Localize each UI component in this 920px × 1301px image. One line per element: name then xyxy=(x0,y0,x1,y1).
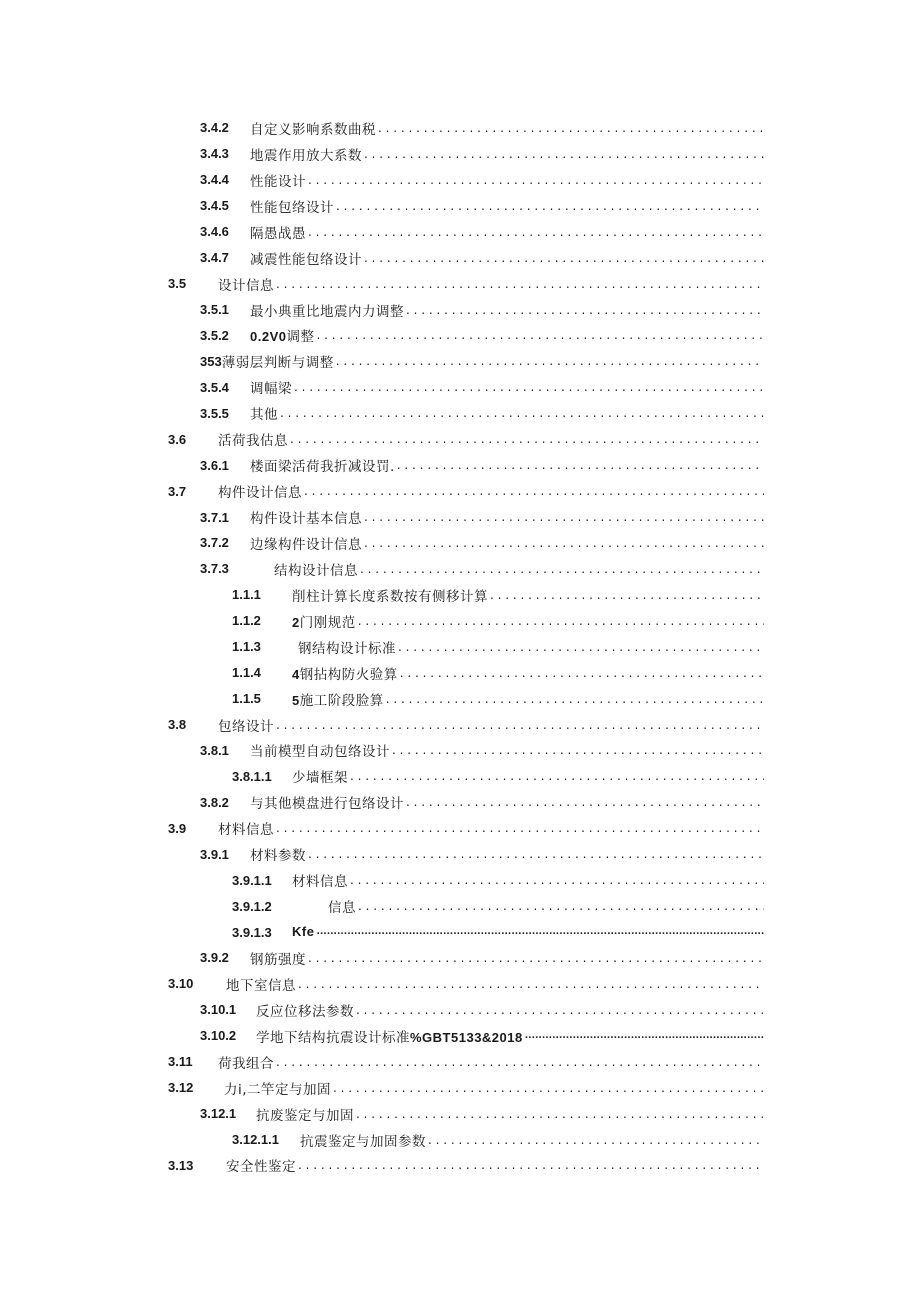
toc-entry-title xyxy=(236,325,314,345)
toc-entry-title xyxy=(222,351,334,371)
toc-dot-leader xyxy=(397,458,764,472)
toc-dot-leader xyxy=(398,640,764,654)
toc-entry-title xyxy=(212,1155,296,1175)
toc-entry-title xyxy=(236,740,390,760)
toc-entry[interactable] xyxy=(0,556,920,582)
toc-entry-title xyxy=(236,144,362,164)
toc-entry[interactable] xyxy=(0,997,920,1023)
toc-entry-title xyxy=(242,1104,354,1124)
toc-entry[interactable] xyxy=(0,945,920,971)
toc-entry[interactable] xyxy=(0,478,920,504)
toc-entry[interactable] xyxy=(0,530,920,556)
toc-entry-title-text: 材料信息 xyxy=(218,822,274,839)
toc-entry-title xyxy=(204,429,288,449)
toc-entry-number: 3.10.2 xyxy=(200,1028,237,1044)
toc-dot-leader xyxy=(350,769,764,783)
toc-dot-leader xyxy=(276,277,764,291)
toc-entry[interactable] xyxy=(0,167,920,193)
toc-entry[interactable] xyxy=(0,660,920,686)
toc-entry-title xyxy=(278,611,356,631)
toc-entry-title xyxy=(236,377,292,397)
toc-entry[interactable] xyxy=(0,400,920,426)
toc-entry-title-text: 调整 xyxy=(286,329,315,346)
toc-entry[interactable] xyxy=(0,348,920,374)
toc-dot-leader xyxy=(294,380,764,394)
toc-entry[interactable] xyxy=(0,919,920,945)
toc-entry-title-text: 减震性能包络设计 xyxy=(250,251,362,268)
toc-dot-leader xyxy=(333,1081,764,1095)
toc-entry[interactable] xyxy=(0,1075,920,1101)
toc-entry-title-text: 构件设计信息 xyxy=(218,485,302,502)
toc-entry-title-prefix: 2 xyxy=(292,614,300,630)
toc-entry-title xyxy=(204,481,302,501)
toc-entry-number: 1.1.4 xyxy=(232,665,261,681)
toc-entry-title-text: 材料信息 xyxy=(292,874,348,891)
toc-entry-title xyxy=(236,844,306,864)
toc-entry-title-text: 安全性鉴定 xyxy=(226,1159,296,1176)
toc-entry-title-text: 活荷我估息 xyxy=(218,433,288,450)
toc-entry-title xyxy=(278,585,488,605)
toc-entry[interactable] xyxy=(0,582,920,608)
toc-entry-number: 3.4.6 xyxy=(200,224,229,240)
toc-entry-number: 3.8.2 xyxy=(200,794,229,810)
toc-entry[interactable] xyxy=(0,219,920,245)
toc-entry-title-prefix: 0.2V0 xyxy=(250,329,287,345)
toc-entry-title-text: 学地下结构抗震设计标准 xyxy=(256,1029,410,1046)
toc-entry-number: 353 xyxy=(200,353,222,369)
toc-entry-title-text: 地下室信息 xyxy=(226,977,296,994)
toc-entry-title-text: 边缘构件设计信息 xyxy=(250,536,362,553)
toc-entry-title-text: 地震作用放大系数 xyxy=(250,147,362,164)
toc-entry-number: 1.1.5 xyxy=(232,691,261,707)
toc-entry[interactable] xyxy=(0,426,920,452)
toc-entry-title xyxy=(278,896,356,916)
toc-entry[interactable] xyxy=(0,789,920,815)
toc-entry[interactable] xyxy=(0,374,920,400)
toc-dot-leader xyxy=(298,977,764,991)
toc-dot-leader xyxy=(356,1107,764,1121)
toc-entry-number: 3.13 xyxy=(168,1157,194,1173)
toc-entry-title xyxy=(236,222,306,242)
toc-entry-title-text: 力i,二竿定与加固 xyxy=(224,1081,332,1098)
toc-dot-leader xyxy=(490,588,764,602)
toc-entry-number: 1.1.3 xyxy=(232,639,261,655)
toc-entry-title xyxy=(204,818,274,838)
toc-entry-number: 3.12.1 xyxy=(200,1106,237,1122)
table-of-contents xyxy=(0,115,920,1178)
toc-entry-title-text: 反应位移法参数 xyxy=(256,1003,354,1020)
toc-entry-number: 3.12.1.1 xyxy=(232,1132,279,1148)
toc-entry-title-text: 构件设计基本信息 xyxy=(250,511,362,528)
toc-entry-title-text: 结构设计信息 xyxy=(274,562,358,579)
toc-entry-number: 3.9.1.2 xyxy=(232,898,272,914)
toc-entry-title xyxy=(204,715,274,735)
toc-entry[interactable] xyxy=(0,1049,920,1075)
toc-entry-number: 1.1.2 xyxy=(232,613,261,629)
toc-entry-number: 3.4.5 xyxy=(200,198,229,214)
toc-entry-title xyxy=(236,559,358,579)
toc-entry-title-prefix: 4 xyxy=(292,666,300,682)
toc-entry-title-text: 门刚规范 xyxy=(299,614,356,631)
toc-dot-leader xyxy=(308,847,764,861)
toc-dot-leader xyxy=(276,821,764,835)
toc-dot-leader xyxy=(316,328,764,342)
toc-dot-leader xyxy=(428,1133,764,1147)
toc-entry-title xyxy=(204,274,274,294)
toc-entry-title-text: 抗废鉴定与加固 xyxy=(256,1107,354,1124)
toc-entry-title-text: 材料参数 xyxy=(250,848,306,865)
toc-entry-number: 3.7.3 xyxy=(200,561,229,577)
toc-entry-number: 3.5.2 xyxy=(200,327,229,343)
toc-entry-number: 3.5.1 xyxy=(200,302,229,318)
toc-dot-leader xyxy=(406,303,764,317)
toc-dot-leader xyxy=(364,536,764,550)
toc-dot-leader xyxy=(336,199,764,213)
toc-entry-title-text: 包络设计 xyxy=(218,718,274,735)
toc-entry-title-text: 信息 xyxy=(328,900,356,917)
toc-dot-leader xyxy=(400,666,764,680)
toc-entry[interactable] xyxy=(0,297,920,323)
toc-entry-title xyxy=(278,637,396,657)
toc-entry-title xyxy=(210,1078,331,1098)
toc-entry[interactable] xyxy=(0,867,920,893)
toc-entry[interactable] xyxy=(0,893,920,919)
toc-entry-title-text: 少墙框架 xyxy=(292,770,348,787)
toc-dot-leader xyxy=(358,899,764,913)
toc-entry[interactable] xyxy=(0,841,920,867)
toc-entry-title-text: 削柱计算长度系数按有侧移计算 xyxy=(292,588,488,605)
toc-entry-title-text: 设计信息 xyxy=(218,277,274,294)
toc-entry-title xyxy=(236,118,376,138)
toc-entry-title-prefix: Kfe xyxy=(292,924,315,940)
toc-entry[interactable] xyxy=(0,634,920,660)
toc-entry-number: 3.9.1 xyxy=(200,846,229,862)
toc-entry-title xyxy=(278,924,314,940)
toc-dot-leader xyxy=(290,432,764,446)
toc-entry-number: 3.9.2 xyxy=(200,950,229,966)
toc-entry-title xyxy=(242,1000,354,1020)
toc-entry[interactable] xyxy=(0,245,920,271)
toc-entry-title-text: 施工阶段脸算 xyxy=(299,692,384,709)
toc-entry-number: 3.9.1.1 xyxy=(232,872,272,888)
toc-entry-title xyxy=(278,870,348,890)
toc-entry-title xyxy=(242,1026,523,1046)
toc-entry-number: 3.5.4 xyxy=(200,379,229,395)
toc-dot-leader xyxy=(364,510,764,524)
toc-entry-number: 3.4.7 xyxy=(200,250,229,266)
toc-entry[interactable] xyxy=(0,1153,920,1179)
toc-dot-leader xyxy=(304,484,764,498)
toc-dot-leader xyxy=(350,873,764,887)
toc-entry-title-text: 隔愚战愚 xyxy=(250,225,306,242)
toc-dot-leader xyxy=(356,1003,764,1017)
toc-dot-leader xyxy=(308,225,764,239)
toc-entry-title xyxy=(236,170,306,190)
toc-dot-leader xyxy=(336,354,764,368)
toc-entry-title xyxy=(236,248,362,268)
toc-entry[interactable] xyxy=(0,271,920,297)
toc-entry-title-text: 薄弱层判断与调整 xyxy=(221,355,334,372)
toc-entry[interactable] xyxy=(0,452,920,478)
toc-entry[interactable] xyxy=(0,738,920,764)
toc-entry-title xyxy=(236,792,404,812)
toc-entry-number: 3.10.1 xyxy=(200,1002,237,1018)
toc-dot-leader xyxy=(298,1158,764,1172)
toc-entry-title-text: 与其他模盘进行包络设计 xyxy=(250,796,404,813)
toc-entry-number: 3.6.1 xyxy=(200,457,229,473)
toc-entry-title-prefix: 5 xyxy=(292,692,300,708)
toc-dot-leader xyxy=(364,147,764,161)
toc-entry-number: 3.4.3 xyxy=(200,146,229,162)
toc-dot-leader xyxy=(525,1031,764,1041)
toc-dot-leader xyxy=(360,562,764,576)
toc-entry-number: 3.9 xyxy=(168,820,187,836)
toc-entry[interactable] xyxy=(0,323,920,349)
toc-dot-leader xyxy=(386,692,764,706)
toc-entry-number: 3.7.2 xyxy=(200,535,229,551)
toc-dot-leader xyxy=(276,718,764,732)
toc-entry-title-text: 性能包络设计 xyxy=(250,199,334,216)
toc-entry-title xyxy=(236,403,278,423)
toc-dot-leader xyxy=(358,614,764,628)
toc-entry-number: 3.8.1.1 xyxy=(232,768,272,784)
toc-entry[interactable] xyxy=(0,971,920,997)
toc-dot-leader xyxy=(276,1055,764,1069)
toc-entry[interactable] xyxy=(0,115,920,141)
toc-entry-number: 3.11 xyxy=(168,1054,193,1070)
toc-dot-leader xyxy=(308,951,764,965)
toc-entry-number: 3.10 xyxy=(168,976,194,992)
toc-entry-title-text: 当前模型自动包络设计 xyxy=(250,744,390,761)
toc-entry-title-text: 荷我组合 xyxy=(218,1055,274,1072)
toc-entry-number: 3.7 xyxy=(168,483,187,499)
toc-entry-number: 3.7.1 xyxy=(200,509,229,525)
toc-entry-number: 3.12 xyxy=(168,1080,194,1096)
toc-entry-number: 3.9.1.3 xyxy=(232,924,272,940)
toc-entry-title xyxy=(236,507,362,527)
toc-entry-title-text: 楼面梁活荷我折减设罚. xyxy=(250,459,395,476)
toc-entry[interactable] xyxy=(0,686,920,712)
toc-dot-leader xyxy=(308,173,764,187)
toc-entry[interactable] xyxy=(0,141,920,167)
toc-entry-title-text: 性能设计 xyxy=(250,173,306,190)
toc-entry-title xyxy=(278,663,398,683)
toc-dot-leader xyxy=(364,251,764,265)
toc-entry-title xyxy=(236,948,306,968)
toc-entry-title xyxy=(278,689,384,709)
toc-entry-title xyxy=(286,1130,426,1150)
toc-entry-title xyxy=(236,533,362,553)
toc-dot-leader xyxy=(378,121,764,135)
toc-entry-number: 3.5.5 xyxy=(200,405,229,421)
toc-entry[interactable] xyxy=(0,712,920,738)
toc-entry-number: 1.1.1 xyxy=(232,587,261,603)
toc-entry-number: 3.4.4 xyxy=(200,172,229,188)
toc-entry[interactable] xyxy=(0,504,920,530)
toc-entry-title xyxy=(236,455,395,475)
toc-entry[interactable] xyxy=(0,608,920,634)
toc-entry-title-text: 调幅梁 xyxy=(250,381,292,398)
toc-entry-number: 3.4.2 xyxy=(200,120,229,136)
toc-entry-title-text: 抗震鉴定与加固参数 xyxy=(300,1133,426,1150)
toc-entry[interactable] xyxy=(0,1023,920,1049)
toc-entry-title xyxy=(236,300,404,320)
toc-dot-leader xyxy=(280,406,764,420)
toc-entry-title xyxy=(212,974,296,994)
toc-entry-title-text: 钢筋强度 xyxy=(250,951,306,968)
toc-entry-title-text: 其他 xyxy=(250,407,278,424)
toc-entry-number: 3.5 xyxy=(168,276,187,292)
toc-dot-leader xyxy=(316,927,764,937)
toc-entry-number: 3.6 xyxy=(168,431,187,447)
toc-entry-title-text: 自定义影响系数曲税 xyxy=(250,121,376,138)
toc-entry-title xyxy=(204,1052,274,1072)
toc-entry[interactable] xyxy=(0,1127,920,1153)
toc-entry-number: 3.8 xyxy=(168,717,187,733)
toc-entry[interactable] xyxy=(0,815,920,841)
toc-dot-leader xyxy=(406,795,764,809)
toc-entry[interactable] xyxy=(0,763,920,789)
toc-entry[interactable] xyxy=(0,193,920,219)
toc-entry-number: 3.8.1 xyxy=(200,742,229,758)
toc-dot-leader xyxy=(392,743,764,757)
toc-entry-title-text: 最小典重比地震内力调整 xyxy=(250,303,404,320)
toc-entry-title-text: 钢结构设计标准 xyxy=(298,640,396,657)
toc-entry-title xyxy=(236,196,334,216)
toc-entry-title-text: 钢拈构防火验算 xyxy=(299,666,398,683)
toc-entry-title-suffix: %GBT5133&2018 xyxy=(410,1029,523,1045)
toc-entry-title xyxy=(278,766,348,786)
toc-entry[interactable] xyxy=(0,1101,920,1127)
